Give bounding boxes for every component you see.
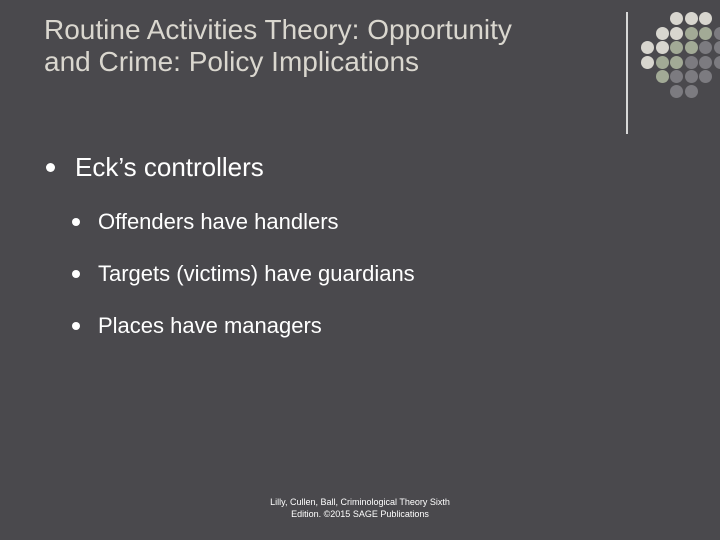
bullet-eck-controllers bbox=[44, 152, 264, 183]
decorative-dot bbox=[699, 70, 712, 83]
sub-bullet-handlers bbox=[72, 209, 339, 235]
bullet-dot-icon bbox=[72, 322, 80, 330]
decorative-dot bbox=[670, 12, 683, 25]
decorative-dot bbox=[670, 41, 683, 54]
decorative-dot bbox=[685, 12, 698, 25]
decorative-dot bbox=[685, 27, 698, 40]
decorative-dot bbox=[670, 70, 683, 83]
decorative-dot bbox=[685, 56, 698, 69]
footer-line: Lilly, Cullen, Ball, Criminological Theory Sixth bbox=[270, 497, 450, 507]
decorative-dot bbox=[641, 41, 654, 54]
decorative-dot bbox=[714, 27, 720, 40]
sub-bullet-text: Targets (victims) have guardians bbox=[98, 261, 415, 286]
decorative-dot bbox=[714, 56, 720, 69]
decorative-dot bbox=[699, 41, 712, 54]
bullet-dot-icon bbox=[72, 270, 80, 278]
decorative-dot bbox=[656, 70, 669, 83]
footer-line: Edition. ©2015 SAGE Publications bbox=[291, 509, 429, 519]
decorative-dot bbox=[699, 27, 712, 40]
decorative-dot bbox=[656, 41, 669, 54]
sub-bullet-guardians bbox=[72, 261, 415, 287]
sub-bullet-text: Places have managers bbox=[98, 313, 322, 338]
bullet-dot-icon bbox=[72, 218, 80, 226]
decorative-dot bbox=[670, 56, 683, 69]
decorative-dot bbox=[714, 41, 720, 54]
decorative-dot bbox=[685, 85, 698, 98]
decorative-dot bbox=[656, 27, 669, 40]
decorative-dot bbox=[699, 12, 712, 25]
decorative-dot bbox=[670, 27, 683, 40]
slide-footer bbox=[220, 496, 500, 520]
bullet-dot-icon bbox=[46, 163, 55, 172]
title-divider bbox=[626, 12, 628, 134]
sub-bullet-managers bbox=[72, 313, 322, 339]
decorative-dot bbox=[685, 41, 698, 54]
sub-bullet-text: Offenders have handlers bbox=[98, 209, 339, 234]
decorative-dot bbox=[685, 70, 698, 83]
slide-title: Routine Activities Theory: Opportunity and Crime: Policy Implications bbox=[44, 14, 512, 77]
decorative-dot bbox=[641, 56, 654, 69]
decorative-dot bbox=[699, 56, 712, 69]
decorative-dot bbox=[670, 85, 683, 98]
decorative-dot bbox=[656, 56, 669, 69]
bullet-text: Eck’s controllers bbox=[75, 152, 264, 182]
